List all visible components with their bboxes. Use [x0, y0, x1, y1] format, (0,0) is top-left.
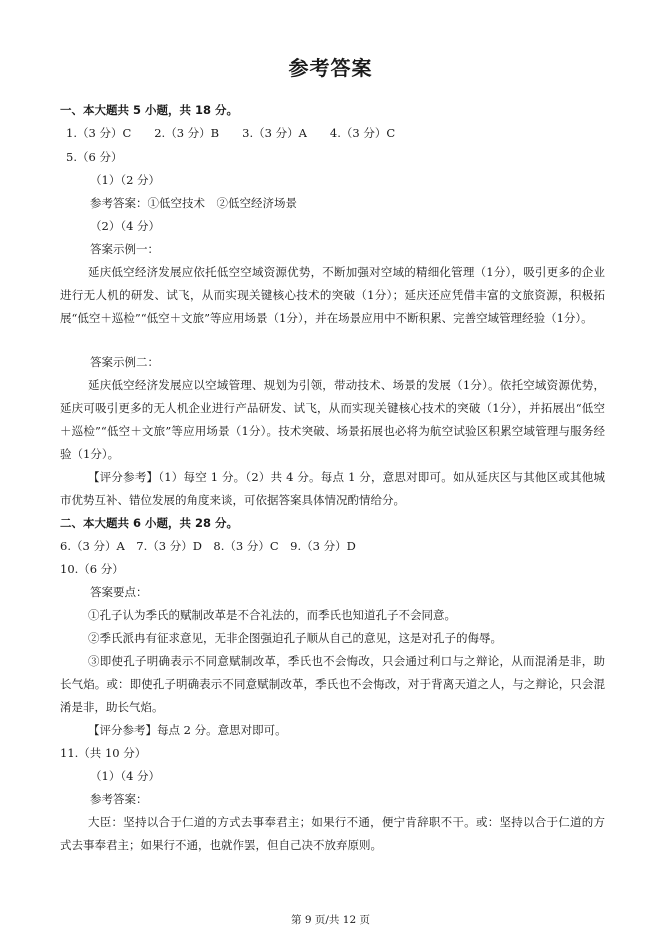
page-footer: 第 9 页/共 12 页 [291, 914, 370, 926]
q5-part1-label: （1）（2 分） [90, 173, 161, 187]
answers-q6-q9: 6.（3 分）A 7.（3 分）D 8.（3 分）C 9.（3 分）D [60, 539, 356, 553]
section-1-header: 一、本大题共 5 小题，共 18 分。 [60, 103, 239, 117]
q5-part1-answer: 参考答案：①低空技术 ②低空经济场景 [90, 196, 297, 210]
q10-point-2: ②季氏派冉有征求意见，无非企图强迫孔子顺从自己的意见，这是对孔子的侮辱。 [88, 631, 502, 645]
q10-points-label: 答案要点： [90, 585, 148, 599]
q11-part1-label: （1）（4 分） [90, 769, 161, 783]
page-title: 参考答案 [288, 56, 373, 80]
question-10-label: 10.（6 分） [60, 562, 124, 576]
q5-example1-label: 答案示例一： [90, 242, 159, 256]
section-2-header: 二、本大题共 6 小题，共 28 分。 [60, 516, 239, 530]
q10-point-1: ①孔子认为季氏的赋制改革是不合礼法的，而季氏也知道孔子不会同意。 [88, 608, 456, 622]
q5-example2-text: 延庆低空经济发展应以空域管理、规划为引领，带动技术、场景的发展（1分）。依托空域资源优势，延庆可吸引更多的无人机企业进行产品研发、试飞，从而实现关键核心技术的突破（1分），并拓展出“低空＋巡检”“低空＋文旅”等应用场景（1分）。技术突破、场景拓展也必将为航空试验区积累空域管理与服务经验（1分）。 [60, 378, 605, 461]
question-11-label: 11.（共 10 分） [60, 746, 147, 760]
q10-point-3: ③即使孔子明确表示不同意赋制改革，季氏也不会悔改，只会通过利口与之辩论，从而混淆是非，助长气焰。或：即使孔子明确表示不同意赋制改革，季氏也不会悔改，对于背离天道之人，与之辩论，只会混淆是非，助长气焰。 [60, 654, 605, 714]
q5-grading-note: 【评分参考】（1）每空 1 分。（2）共 4 分。每点 1 分，意思对即可。如从延庆区与其他区或其他城市优势互补、错位发展的角度来谈，可依据答案具体情况酌情给分。 [60, 470, 605, 507]
q10-grading-note: 【评分参考】每点 2 分。意思对即可。 [88, 723, 287, 737]
q5-example2-label: 答案示例二： [90, 355, 159, 369]
answers-q1-q4: 1.（3 分）C 2.（3 分）B 3.（3 分）A 4.（3 分）C [66, 126, 396, 140]
q5-part2-label: （2）（4 分） [90, 219, 161, 233]
q11-answer-text: 大臣：坚持以合于仁道的方式去事奉君主；如果行不通，便宁肯辞职不干。或：坚持以合于仁道的方式去事奉君主；如果行不通，也就作罢，但自己决不放弃原则。 [60, 815, 605, 852]
q11-reference-label: 参考答案： [90, 792, 148, 806]
q5-example1-text: 延庆低空经济发展应依托低空空域资源优势，不断加强对空域的精细化管理（1分），吸引更多的企业进行无人机的研发、试飞，从而实现关键核心技术的突破（1分）；延庆还应凭借丰富的文旅资源，积极拓展“低空＋巡检”“低空＋文旅”等应用场景（1分），并在场景应用中不断积累、完善空域管理经验（1分）。 [60, 265, 605, 325]
question-5-label: 5.（6 分） [66, 150, 123, 164]
